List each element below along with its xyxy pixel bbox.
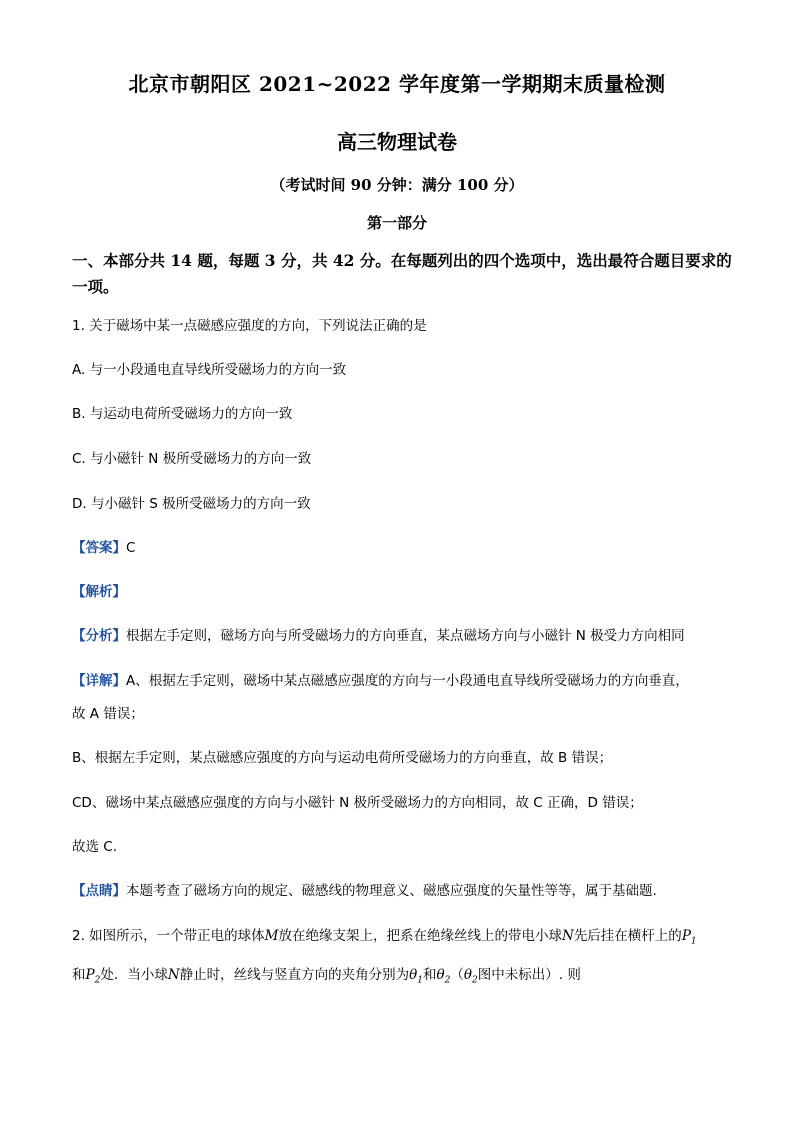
answer-value: C: [126, 540, 136, 556]
fenxi-line: [72, 626, 737, 646]
fenxi-tag: 【分析】: [72, 628, 126, 644]
fenxi-text: 根据左手定则，磁场方向与所受磁场力的方向垂直，某点磁场方向与小磁针 N 极受力方向相同: [126, 628, 685, 644]
detail-line-1: [72, 671, 737, 691]
detail-tag: 【详解】: [72, 673, 126, 689]
question-1-option-b: B. 与运动电荷所受磁场力的方向一致: [72, 406, 293, 422]
part-title: 第一部分: [366, 214, 427, 232]
var-theta2: $\theta_2$: [436, 966, 451, 986]
var-theta1: $\theta_1$: [409, 966, 424, 986]
analysis-line: [72, 582, 737, 602]
detail-line-3: B、根据左手定则，某点磁感应强度的方向与运动电荷所受磁场力的方向垂直，故 B 错误；: [72, 750, 613, 766]
question-1-option-c: C. 与小磁针 N 极所受磁场力的方向一致: [72, 451, 312, 467]
detail-text-1: A、根据左手定则，磁场中某点磁感应强度的方向与一小段通电直导线所受磁场力的方向垂直，: [126, 673, 689, 689]
question-1-option-a: A. 与一小段通电直导线所受磁场力的方向一致: [72, 362, 347, 378]
var-n: N: [562, 928, 574, 944]
section-instructions: 一、本部分共 14 题，每题 3 分，共 42 分。在每题列出的四个选项中，选出最符合题目要求的一项。: [72, 251, 732, 296]
comment-text: 本题考查了磁场方向的规定、磁感线的物理意义、磁感应强度的矢量性等等，属于基础题.: [126, 883, 657, 899]
var-n-2: N: [167, 966, 180, 983]
answer-tag: 【答案】: [72, 540, 126, 556]
var-theta2-note: $\theta_2$: [463, 966, 478, 986]
question-1-option-d: D. 与小磁针 S 极所受磁场力的方向一致: [72, 496, 311, 512]
page-title: 北京市朝阳区 2021~2022 学年度第一学期期末质量检测: [128, 72, 666, 96]
analysis-tag: 【解析】: [72, 584, 126, 600]
question-2-line-1: 2. 如图所示，一个带正电的球体M放在绝缘支架上，把系在绝缘丝线上的带电小球N先后挂在横杆上的$P_1$: [72, 928, 697, 947]
page-subtitle: 高三物理试卷: [337, 130, 457, 154]
answer-line: [72, 538, 737, 558]
comment-line: [72, 881, 737, 901]
question-2-line-2: 和$P_2$处．当小球N静止时，丝线与竖直方向的夹角分别为$\theta_1$和$\theta_2(\theta_2$图中未标出）. 则: [72, 966, 581, 986]
var-m: M: [264, 928, 279, 944]
var-p2: $P_2$: [85, 966, 101, 986]
exam-info: （考试时间 90 分钟：满分 100 分）: [270, 176, 524, 194]
detail-line-2: 故 A 错误；: [72, 706, 144, 722]
question-2-stem: [72, 926, 737, 990]
detail-line-4: CD、磁场中某点磁感应强度的方向与小磁针 N 极所受磁场力的方向相同，故 C 正确，D 错误；: [72, 795, 643, 811]
var-p1: $P_1$: [681, 928, 697, 947]
question-1-stem: 1. 关于磁场中某一点磁感应强度的方向，下列说法正确的是: [72, 318, 427, 334]
comment-tag: 【点睛】: [72, 883, 126, 899]
detail-line-5: 故选 C.: [72, 839, 118, 855]
